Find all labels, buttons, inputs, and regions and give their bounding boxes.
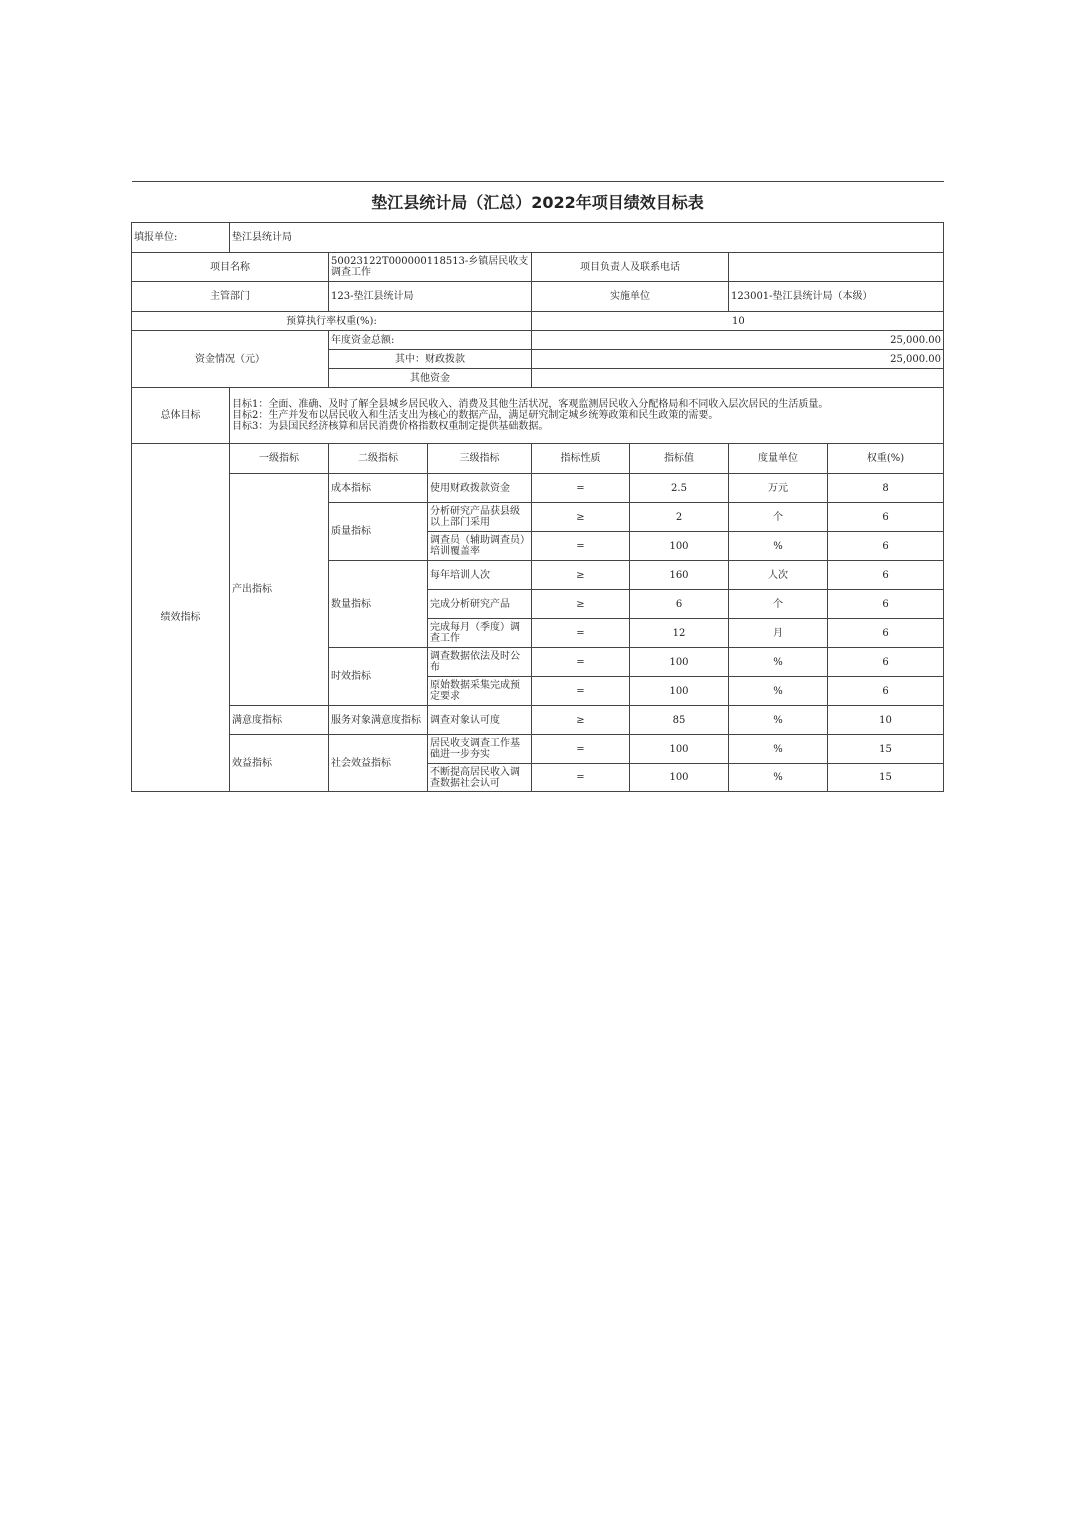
goals-text <box>230 388 944 444</box>
row-value: 2 <box>630 503 729 532</box>
row-op: = <box>532 619 630 648</box>
row-op: = <box>532 764 630 792</box>
row-value: 100 <box>630 764 729 792</box>
header-nature: 指标性质 <box>532 444 630 474</box>
project-name-value: 50023122T000000118513-乡镇居民收支调查工作 <box>329 253 532 282</box>
row-unit: 个 <box>729 590 828 619</box>
header-level3: 三级指标 <box>428 444 532 474</box>
header-weight: 权重(%) <box>828 444 944 474</box>
row-unit: 月 <box>729 619 828 648</box>
header-level2: 二级指标 <box>329 444 428 474</box>
level2-quantity: 数量指标 <box>329 561 428 648</box>
performance-table <box>131 181 944 792</box>
level2-service: 服务对象满意度指标 <box>329 706 428 735</box>
row-op: ≥ <box>532 590 630 619</box>
goal-2: 目标2：生产并发布以居民收入和生活支出为核心的数据产品，满足研究制定城乡统筹政策和民生政策的需要。 <box>232 410 719 421</box>
level3-name: 原始数据采集完成预定要求 <box>428 677 532 706</box>
row-op: = <box>532 532 630 561</box>
row-weight: 6 <box>828 619 944 648</box>
level3-name: 调查数据依法及时公布 <box>428 648 532 677</box>
level1-output: 产出指标 <box>230 474 329 706</box>
dept-label: 主管部门 <box>132 282 329 312</box>
level1-benefit: 效益指标 <box>230 735 329 792</box>
row-weight: 6 <box>828 503 944 532</box>
goal-3: 目标3：为县国民经济核算和居民消费价格指数权重制定提供基础数据。 <box>232 421 549 432</box>
row-weight: 6 <box>828 590 944 619</box>
level3-name: 完成分析研究产品 <box>428 590 532 619</box>
funds-fiscal-value: 25,000.00 <box>532 350 944 369</box>
row-op: = <box>532 648 630 677</box>
level3-name: 居民收支调查工作基础进一步夯实 <box>428 735 532 764</box>
level3-name: 每年培训人次 <box>428 561 532 590</box>
table-row <box>132 735 944 764</box>
funds-other-label: 其他资金 <box>329 369 532 388</box>
funds-total-label: 年度资金总额: <box>329 331 532 350</box>
budget-weight-label: 预算执行率权重(%): <box>132 312 532 331</box>
row-weight: 15 <box>828 735 944 764</box>
level2-cost: 成本指标 <box>329 474 428 503</box>
row-weight: 6 <box>828 561 944 590</box>
row-weight: 8 <box>828 474 944 503</box>
row-op: ≥ <box>532 561 630 590</box>
goals-label: 总体目标 <box>132 388 230 444</box>
budget-weight-value: 10 <box>532 312 944 331</box>
impl-label: 实施单位 <box>532 282 729 312</box>
perf-label: 绩效指标 <box>132 444 230 792</box>
row-unit: 人次 <box>729 561 828 590</box>
level3-name: 不断提高居民收入调查数据社会认可 <box>428 764 532 792</box>
row-unit: 万元 <box>729 474 828 503</box>
row-value: 100 <box>630 735 729 764</box>
row-value: 85 <box>630 706 729 735</box>
header-value: 指标值 <box>630 444 729 474</box>
level2-quality: 质量指标 <box>329 503 428 561</box>
row-unit: % <box>729 735 828 764</box>
row-weight: 6 <box>828 677 944 706</box>
project-lead-value <box>729 253 944 282</box>
row-weight: 6 <box>828 532 944 561</box>
row-value: 100 <box>630 532 729 561</box>
row-op: ≥ <box>532 503 630 532</box>
row-value: 6 <box>630 590 729 619</box>
fill-unit-label: 填报单位: <box>132 223 230 253</box>
impl-value: 123001-垫江县统计局（本级） <box>729 282 944 312</box>
level3-name: 调查员（辅助调查员）培训覆盖率 <box>428 532 532 561</box>
row-unit: % <box>729 677 828 706</box>
row-value: 2.5 <box>630 474 729 503</box>
header-unit: 度量单位 <box>729 444 828 474</box>
row-weight: 15 <box>828 764 944 792</box>
row-weight: 6 <box>828 648 944 677</box>
page-title: 垫江县统计局（汇总）2022年项目绩效目标表 <box>132 182 944 223</box>
funds-other-value <box>532 369 944 388</box>
row-unit: % <box>729 706 828 735</box>
table-row <box>132 706 944 735</box>
row-value: 12 <box>630 619 729 648</box>
goal-1: 目标1：全面、准确、及时了解全县城乡居民收入、消费及其他生活状况，客观监测居民收入分配格局和不同收入层次居民的生活质量。 <box>232 399 829 410</box>
row-unit: % <box>729 764 828 792</box>
level2-timeliness: 时效指标 <box>329 648 428 706</box>
row-value: 160 <box>630 561 729 590</box>
table-row <box>132 474 944 503</box>
row-op: = <box>532 735 630 764</box>
funds-label: 资金情况（元） <box>132 331 329 388</box>
level3-name: 分析研究产品获县级以上部门采用 <box>428 503 532 532</box>
funds-total-value: 25,000.00 <box>532 331 944 350</box>
row-unit: % <box>729 532 828 561</box>
project-name-label: 项目名称 <box>132 253 329 282</box>
level2-social: 社会效益指标 <box>329 735 428 792</box>
level1-satisfaction: 满意度指标 <box>230 706 329 735</box>
row-op: ≥ <box>532 706 630 735</box>
header-level1: 一级指标 <box>230 444 329 474</box>
row-weight: 10 <box>828 706 944 735</box>
row-unit: 个 <box>729 503 828 532</box>
row-value: 100 <box>630 648 729 677</box>
project-lead-label: 项目负责人及联系电话 <box>532 253 729 282</box>
level3-name: 完成每月（季度）调查工作 <box>428 619 532 648</box>
row-op: = <box>532 677 630 706</box>
row-value: 100 <box>630 677 729 706</box>
row-unit: % <box>729 648 828 677</box>
level3-name: 使用财政拨款资金 <box>428 474 532 503</box>
row-op: = <box>532 474 630 503</box>
funds-fiscal-label: 其中：财政拨款 <box>329 350 532 369</box>
performance-goal-sheet <box>131 181 943 792</box>
level3-name: 调查对象认可度 <box>428 706 532 735</box>
dept-value: 123-垫江县统计局 <box>329 282 532 312</box>
fill-unit-value: 垫江县统计局 <box>230 223 944 253</box>
